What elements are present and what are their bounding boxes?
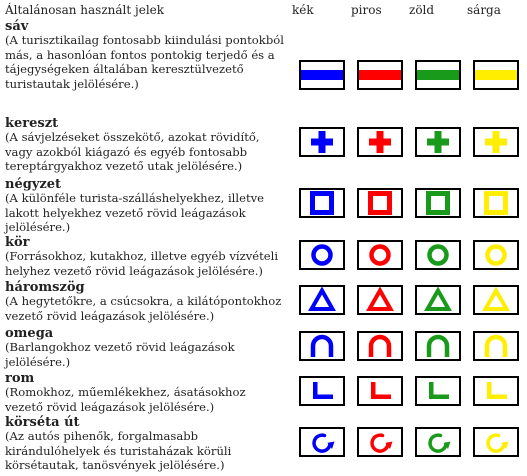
stripe-icon: [301, 62, 343, 88]
circle-red-marker: [357, 240, 403, 270]
ruin-icon: [301, 378, 343, 404]
triangle-green-marker: [415, 285, 461, 315]
ruin-icon: [475, 378, 517, 404]
omega-icon: [359, 333, 401, 359]
stripe-yellow-marker: [473, 60, 519, 90]
legend-row: [5, 178, 287, 235]
stripe-blue-marker: [299, 60, 345, 90]
square-yellow-marker: [473, 188, 519, 218]
circle-icon: [301, 242, 343, 268]
omega-icon: [301, 333, 343, 359]
symbol-name: háromszög: [5, 280, 85, 295]
square-blue-marker: [299, 188, 345, 218]
square-icon: [301, 190, 343, 216]
color-header-red: piros: [351, 3, 382, 17]
cross-yellow-marker: [473, 127, 519, 157]
triangle-icon: [417, 287, 459, 313]
legend-row: [5, 117, 287, 174]
legend-row: [5, 416, 287, 473]
legend-row: [5, 372, 287, 414]
stripe-red-marker: [357, 60, 403, 90]
color-header-blue: kék: [292, 3, 314, 17]
ruin-green-marker: [415, 376, 461, 406]
page-title: Általánosan használt jelek: [5, 3, 165, 17]
triangle-icon: [359, 287, 401, 313]
cross-icon: [359, 129, 401, 155]
square-icon: [417, 190, 459, 216]
ruin-icon: [359, 378, 401, 404]
symbol-description: (A különféle turista-szálláshelyekhez, illetve lakott helyekhez vezető rövid leágazások jelölésére.): [5, 191, 265, 234]
cross-green-marker: [415, 127, 461, 157]
color-header-yellow: sárga: [467, 3, 501, 17]
cross-icon: [475, 129, 517, 155]
legend-row: [5, 281, 287, 323]
triangle-red-marker: [357, 285, 403, 315]
symbol-name: rom: [5, 371, 35, 386]
circle-yellow-marker: [473, 240, 519, 270]
square-icon: [475, 190, 517, 216]
symbol-name: omega: [5, 326, 54, 341]
square-icon: [359, 190, 401, 216]
omega-green-marker: [415, 331, 461, 361]
symbol-name: kereszt: [5, 116, 59, 131]
omega-red-marker: [357, 331, 403, 361]
symbol-description: (Romokhoz, műemlékekhez, ásatásokhoz vezető rövid leágazások jelölésére.): [5, 385, 246, 414]
circle-icon: [475, 242, 517, 268]
loop-arrow-icon: [475, 429, 517, 455]
symbol-description: (A sávjelzéseket összekötő, azokat rövidítő, vagy azokból kiágazó és egyéb fontosabb tereptárgyakhoz vezető utak jelölésére.): [5, 130, 260, 173]
stripe-icon: [359, 62, 401, 88]
symbol-description: (Az autós pihenők, forgalmasabb kirándulóhelyek és turistaházak körüli körsétautak, tanösvények jelölésére.): [5, 429, 232, 472]
omega-icon: [417, 333, 459, 359]
triangle-yellow-marker: [473, 285, 519, 315]
ruin-yellow-marker: [473, 376, 519, 406]
loop-arrow-red-marker: [357, 427, 403, 457]
loop-arrow-icon: [417, 429, 459, 455]
loop-arrow-icon: [301, 429, 343, 455]
symbol-name: körséta út: [5, 415, 80, 430]
stripe-icon: [417, 62, 459, 88]
cross-icon: [417, 129, 459, 155]
stripe-green-marker: [415, 60, 461, 90]
ruin-blue-marker: [299, 376, 345, 406]
legend-row: [5, 20, 287, 91]
square-red-marker: [357, 188, 403, 218]
symbol-name: négyzet: [5, 177, 62, 192]
stripe-icon: [475, 62, 517, 88]
square-green-marker: [415, 188, 461, 218]
omega-icon: [475, 333, 517, 359]
loop-arrow-icon: [359, 429, 401, 455]
omega-blue-marker: [299, 331, 345, 361]
legend-row: [5, 236, 287, 278]
cross-red-marker: [357, 127, 403, 157]
cross-icon: [301, 129, 343, 155]
circle-icon: [417, 242, 459, 268]
symbol-description: (Forrásokhoz, kutakhoz, illetve egyéb vízvételi helyhez vezető rövid leágazások jelölésére.): [5, 249, 279, 278]
symbol-name: sáv: [5, 19, 29, 34]
circle-icon: [359, 242, 401, 268]
triangle-icon: [475, 287, 517, 313]
omega-yellow-marker: [473, 331, 519, 361]
symbol-description: (Barlangokhoz vezető rövid leágazások jelölésére.): [5, 340, 235, 369]
loop-arrow-blue-marker: [299, 427, 345, 457]
ruin-icon: [417, 378, 459, 404]
circle-blue-marker: [299, 240, 345, 270]
symbol-name: kör: [5, 235, 30, 250]
ruin-red-marker: [357, 376, 403, 406]
circle-green-marker: [415, 240, 461, 270]
color-header-green: zöld: [409, 3, 435, 17]
loop-arrow-green-marker: [415, 427, 461, 457]
legend-row: [5, 327, 287, 369]
loop-arrow-yellow-marker: [473, 427, 519, 457]
triangle-blue-marker: [299, 285, 345, 315]
symbol-description: (A hegytetőkre, a csúcsokra, a kilátópontokhoz vezető rövid leágazások jelölésére.): [5, 294, 282, 323]
triangle-icon: [301, 287, 343, 313]
symbol-description: (A turisztikailag fontosabb kiindulási pontokból más, a hasonlóan fontos pontokig terjedő és a tájegységeken általában keresztülvezető turistautak jelölésére.): [5, 33, 284, 91]
cross-blue-marker: [299, 127, 345, 157]
